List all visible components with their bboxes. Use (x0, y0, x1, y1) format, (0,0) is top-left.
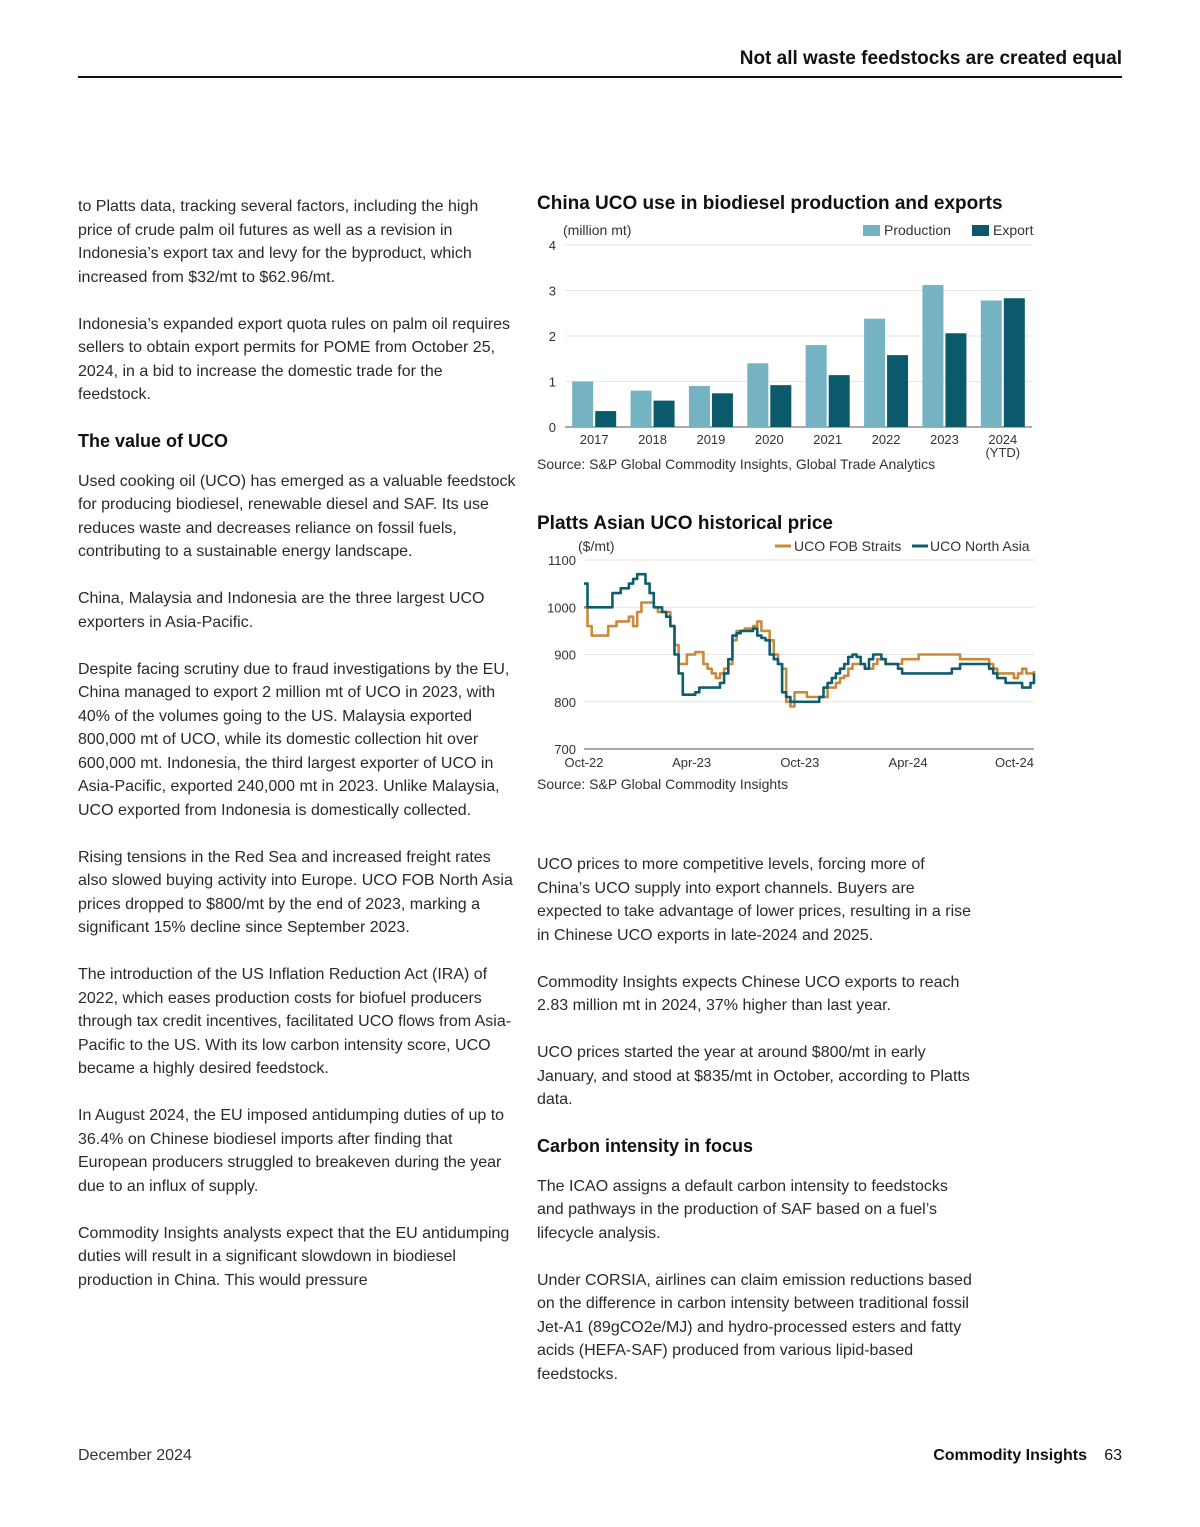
y-tick-label: 1000 (547, 600, 576, 616)
y-tick-label: 1 (548, 374, 556, 390)
export-bar (887, 355, 908, 427)
x-tick-label: 2018 (638, 432, 668, 447)
line-chart-source: Source: S&P Global Commodity Insights (537, 776, 789, 792)
line-chart-title: Platts Asian UCO historical price (537, 513, 833, 534)
y-tick-label: 4 (548, 238, 556, 253)
paragraph: UCO prices started the year at around $800/mt in early January, and stood at $835/mt in October, according to Platts data. (537, 1044, 970, 1108)
production-bar (922, 285, 943, 427)
y-axis-unit-label: ($/mt) (578, 538, 615, 554)
legend-label-fob-straits: UCO FOB Straits (794, 538, 902, 554)
export-bar (595, 411, 616, 427)
x-tick-label: Oct-22 (564, 755, 604, 770)
production-bar (631, 391, 652, 427)
production-bar (981, 301, 1002, 427)
paragraph: Under CORSIA, airlines can claim emission reductions based on the difference in carbon intensity between traditional fossil Jet-A1 (89gCO2e/MJ) and hydro-processed esters and fatty acids (HEFA-SAF) produced from various lipid-based feedstocks. (537, 1271, 972, 1383)
y-tick-label: 1100 (548, 553, 576, 568)
x-tick-label: 2024 (988, 432, 1018, 447)
paragraph: Used cooking oil (UCO) has emerged as a valuable feedstock for producing biodiesel, renewable diesel and SAF. Its use reduces waste and decreases reliance on fossil fuels, contributing to a sustainable energy landscape. (78, 472, 516, 560)
x-tick-label: 2021 (813, 432, 843, 447)
running-header-title: Not all waste feedstocks are created equal (739, 48, 1122, 69)
section-heading-carbon-intensity: Carbon intensity in focus (537, 1136, 754, 1156)
paragraph: In August 2024, the EU imposed antidumping duties of up to 36.4% on Chinese biodiesel imports after finding that European producers struggled to breakeven during the year due to an influx of supply. (78, 1107, 505, 1195)
left-column (78, 195, 516, 1316)
x-tick-label: 2017 (579, 432, 609, 447)
paragraph: Rising tensions in the Red Sea and increased freight rates also slowed buying activity into Europe. UCO FOB North Asia prices dropped to $800/mt by the end of 2023, marking a significant 15% decline since September 2023. (78, 848, 513, 936)
uco-north-asia-line (584, 574, 1034, 702)
footer-date: December 2024 (78, 1447, 192, 1464)
export-bar (712, 393, 733, 427)
legend-label-production: Production (884, 222, 951, 238)
paragraph: The introduction of the US Inflation Reduction Act (IRA) of 2022, which eases production costs for biofuel producers through tax credit incentives, facilitated UCO flows from Asia-Pacific to the US. With its low carbon intensity score, UCO became a highly desired feedstock. (78, 966, 512, 1077)
production-bar (572, 382, 593, 428)
x-tick-label: 2019 (696, 432, 726, 447)
y-tick-label: 800 (554, 694, 576, 710)
legend-label-export: Export (993, 222, 1034, 238)
y-axis-unit-label: (million mt) (563, 222, 632, 238)
production-bar (806, 345, 827, 427)
legend-swatch-export (972, 225, 989, 236)
y-tick-label: 3 (548, 283, 556, 299)
export-bar (1004, 298, 1025, 427)
paragraph: Indonesia’s expanded export quota rules on palm oil requires sellers to obtain export permits for POME from October 25, 2024, in a bid to increase the domestic trade for the feedstock. (78, 315, 510, 403)
y-tick-label: 0 (548, 420, 556, 435)
production-bar (747, 363, 768, 427)
paragraph: China, Malaysia and Indonesia are the three largest UCO exporters in Asia-Pacific. (78, 590, 485, 631)
bar-chart-source: Source: S&P Global Commodity Insights, Global Trade Analytics (537, 456, 936, 472)
paragraph: Commodity Insights expects Chinese UCO exports to reach 2.83 million mt in 2024, 37% higher than last year. (537, 973, 960, 1014)
section-heading-value-of-uco: The value of UCO (78, 431, 229, 451)
paragraph: Commodity Insights analysts expect that the EU antidumping duties will result in a significant slowdown in biodiesel production in China. This would pressure (78, 1224, 510, 1289)
header-rule (78, 76, 1122, 78)
production-bar (864, 319, 885, 427)
x-tick-label: Oct-23 (780, 755, 820, 770)
paragraph: The ICAO assigns a default carbon intensity to feedstocks and pathways in the production of SAF based on a fuel’s lifecycle analysis. (537, 1177, 948, 1242)
export-bar (654, 401, 675, 427)
x-tick-label: 2023 (929, 432, 959, 447)
paragraph: UCO prices to more competitive levels, forcing more of China’s UCO supply into export channels. Buyers are expected to take advantage of lower prices, resulting in a rise in Chinese UCO exports in late-2024 and 2025. (537, 856, 972, 944)
export-bar (945, 333, 966, 427)
export-bar (770, 385, 791, 427)
y-tick-label: 700 (554, 742, 576, 757)
line-chart (537, 536, 1047, 776)
x-tick-label: Apr-24 (888, 755, 928, 770)
bar-chart-title: China UCO use in biodiesel production and exports (537, 193, 1003, 214)
x-tick-note: (YTD) (985, 445, 1021, 460)
page-number: 63 (1104, 1447, 1122, 1464)
y-tick-label: 900 (554, 647, 576, 663)
export-bar (829, 375, 850, 427)
x-tick-label: Oct-24 (994, 755, 1034, 770)
footer-brand: Commodity Insights (933, 1447, 1087, 1464)
x-tick-label: Apr-23 (672, 755, 712, 770)
x-tick-label: 2020 (754, 432, 784, 447)
paragraph: Despite facing scrutiny due to fraud investigations by the EU, China managed to export 2 million mt of UCO in 2023, with 40% of the volumes going to the US. Malaysia exported 800,000 mt of UCO, while its domestic collection hit over 600,000 mt. Indonesia, the third largest exporter of UCO in Asia-Pacific, exported 240,000 mt in 2023. Unlike Malaysia, UCO exported from Indonesia is domestically collected. (78, 660, 510, 819)
y-tick-label: 2 (548, 329, 556, 344)
right-column (537, 853, 977, 1410)
x-tick-label: 2022 (871, 432, 901, 447)
production-bar (689, 386, 710, 427)
legend-swatch-production (863, 225, 880, 236)
legend-label-north-asia: UCO North Asia (930, 538, 1030, 554)
bar-chart (537, 220, 1047, 465)
paragraph: to Platts data, tracking several factors, including the high price of crude palm oil futures as well as a revision in Indonesia’s export tax and levy for the byproduct, which increased from $32/mt to $62.96/mt. (78, 198, 479, 286)
